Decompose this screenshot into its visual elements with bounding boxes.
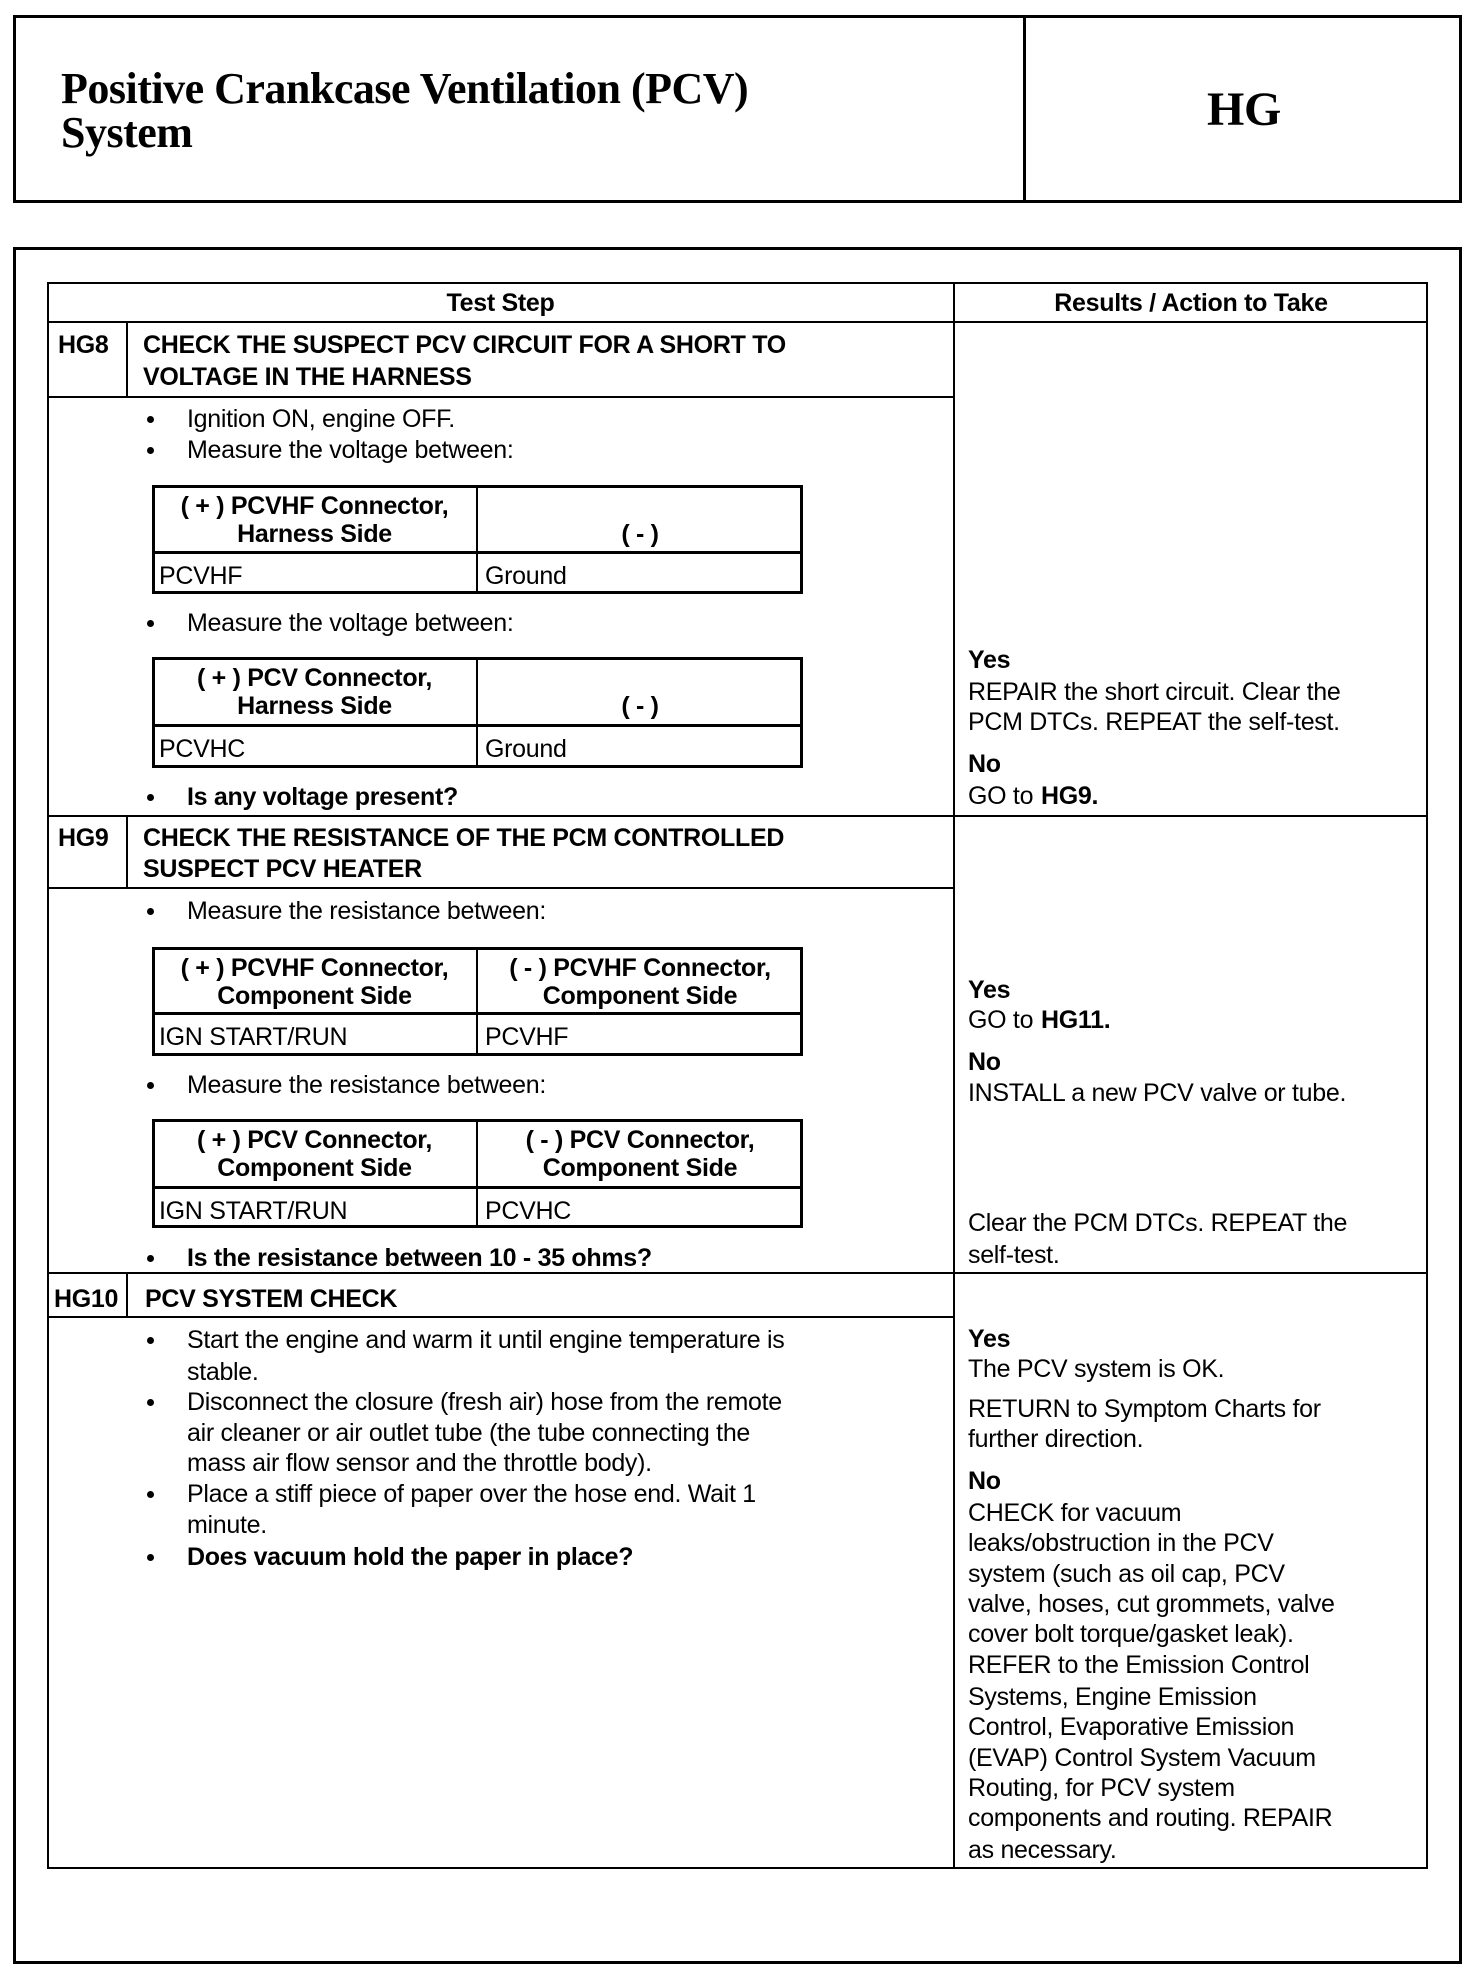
step-title: VOLTAGE IN THE HARNESS	[143, 363, 472, 391]
label-divider	[126, 816, 128, 888]
column-divider	[953, 282, 955, 1869]
bullet-text: Start the engine and warm it until engine temperature is	[187, 1326, 785, 1354]
step-title: CHECK THE SUSPECT PCV CIRCUIT FOR A SHORT TO	[143, 331, 786, 359]
bullet-text: Ignition ON, engine OFF.	[187, 405, 455, 433]
result-text: Clear the PCM DTCs. REPEAT the	[968, 1209, 1348, 1237]
result-text: system (such as oil cap, PCV	[968, 1560, 1285, 1588]
result-text: REFER to the Emission Control	[968, 1651, 1310, 1679]
bullet-text: Disconnect the closure (fresh air) hose from the remote	[187, 1388, 782, 1416]
row-divider	[47, 815, 1428, 817]
step-label: HG10	[54, 1285, 119, 1313]
column-header-results: Results / Action to Take	[1054, 289, 1328, 317]
bullet-text: Measure the voltage between:	[187, 436, 514, 464]
bullet-text: air cleaner or air outlet tube (the tube connecting the	[187, 1419, 751, 1447]
bullet-icon	[147, 1337, 154, 1344]
connector-cell: PCVHC	[159, 735, 246, 763]
step-title: PCV SYSTEM CHECK	[145, 1285, 398, 1313]
step-label: HG8	[58, 331, 109, 359]
step-label: HG9	[58, 824, 109, 852]
result-text: Routing, for PCV system	[968, 1774, 1235, 1802]
result-text: The PCV system is OK.	[968, 1355, 1225, 1383]
bullet-icon	[147, 1491, 154, 1498]
column-header-test-step: Test Step	[446, 289, 555, 317]
connector-header: ( + ) PCVHF Connector,	[180, 492, 449, 520]
connector-header: Harness Side	[237, 520, 392, 548]
section-code: HG	[1206, 83, 1282, 136]
connector-header: Component Side	[542, 1154, 738, 1182]
connector-header: ( - )	[621, 692, 659, 720]
bullet-text: Does vacuum hold the paper in place?	[187, 1543, 634, 1571]
result-text: PCM DTCs. REPEAT the self-test.	[968, 708, 1340, 736]
bullet-text: mass air flow sensor and the throttle body).	[187, 1449, 652, 1477]
bullet-text: stable.	[187, 1358, 259, 1386]
connector-header: ( + ) PCVHF Connector,	[180, 954, 449, 982]
connector-cell: Ground	[485, 735, 567, 763]
bullet-text: Place a stiff piece of paper over the hose end. Wait 1	[187, 1480, 756, 1508]
connector-cell: PCVHF	[159, 562, 243, 590]
bullet-icon	[147, 447, 154, 454]
bullet-icon	[147, 1554, 154, 1561]
result-text: components and routing. REPAIR	[968, 1804, 1333, 1832]
result-text: GO to	[968, 782, 1034, 810]
connector-cell: PCVHF	[485, 1023, 569, 1051]
connector-cell: PCVHC	[485, 1197, 572, 1225]
row-divider	[47, 396, 954, 398]
bullet-icon	[147, 794, 154, 801]
result-text: CHECK for vacuum	[968, 1499, 1182, 1527]
result-text: RETURN to Symptom Charts for	[968, 1395, 1321, 1423]
goto-step-link[interactable]: HG9.	[1041, 782, 1099, 810]
connector-cell: IGN START/RUN	[159, 1023, 348, 1051]
result-no-label: No	[968, 750, 1001, 778]
result-text: cover bolt torque/gasket leak).	[968, 1620, 1294, 1648]
page-title-line: Positive Crankcase Ventilation (PCV)	[61, 64, 749, 113]
bullet-text: Is any voltage present?	[187, 783, 458, 811]
bullet-text: minute.	[187, 1511, 267, 1539]
bullet-text: Is the resistance between 10 - 35 ohms?	[187, 1244, 652, 1272]
connector-header: Component Side	[542, 982, 738, 1010]
connector-cell: Ground	[485, 562, 567, 590]
result-no-label: No	[968, 1048, 1001, 1076]
result-yes-label: Yes	[968, 646, 1011, 674]
page-title-line: System	[61, 108, 193, 157]
bullet-text: Measure the resistance between:	[187, 897, 546, 925]
connector-header: Component Side	[217, 1154, 412, 1182]
result-text: valve, hoses, cut grommets, valve	[968, 1590, 1335, 1618]
connector-header: ( + ) PCV Connector,	[196, 664, 432, 692]
connector-cell: IGN START/RUN	[159, 1197, 348, 1225]
result-text: GO to	[968, 1006, 1034, 1034]
step-title: CHECK THE RESISTANCE OF THE PCM CONTROLLED	[143, 824, 785, 852]
bullet-icon	[147, 908, 154, 915]
label-divider	[126, 322, 128, 397]
result-yes-label: Yes	[968, 976, 1011, 1004]
connector-header: ( + ) PCV Connector,	[196, 1126, 432, 1154]
row-divider	[47, 1316, 954, 1318]
connector-header: ( - )	[621, 520, 659, 548]
result-text: Systems, Engine Emission	[968, 1683, 1257, 1711]
result-no-label: No	[968, 1467, 1001, 1495]
result-text: REPAIR the short circuit. Clear the	[968, 678, 1341, 706]
row-divider	[47, 321, 1428, 323]
result-text: (EVAP) Control System Vacuum	[968, 1744, 1316, 1772]
bullet-icon	[147, 1082, 154, 1089]
result-yes-label: Yes	[968, 1325, 1011, 1353]
step-title: SUSPECT PCV HEATER	[143, 855, 422, 883]
result-text: leaks/obstruction in the PCV	[968, 1529, 1274, 1557]
result-text: further direction.	[968, 1425, 1144, 1453]
bullet-icon	[147, 1255, 154, 1262]
connector-header: ( - ) PCV Connector,	[525, 1126, 755, 1154]
result-text: as necessary.	[968, 1836, 1117, 1864]
result-text: Control, Evaporative Emission	[968, 1713, 1295, 1741]
bullet-icon	[147, 416, 154, 423]
goto-step-link[interactable]: HG11.	[1041, 1006, 1111, 1034]
label-divider	[126, 1273, 128, 1317]
result-text: self-test.	[968, 1241, 1060, 1269]
bullet-text: Measure the resistance between:	[187, 1071, 546, 1099]
row-divider	[47, 887, 954, 889]
result-text: INSTALL a new PCV valve or tube.	[968, 1079, 1347, 1107]
connector-header: Harness Side	[237, 692, 392, 720]
bullet-icon	[147, 620, 154, 627]
bullet-icon	[147, 1399, 154, 1406]
connector-header: Component Side	[217, 982, 412, 1010]
connector-header: ( - ) PCVHF Connector,	[509, 954, 771, 982]
bullet-text: Measure the voltage between:	[187, 609, 514, 637]
